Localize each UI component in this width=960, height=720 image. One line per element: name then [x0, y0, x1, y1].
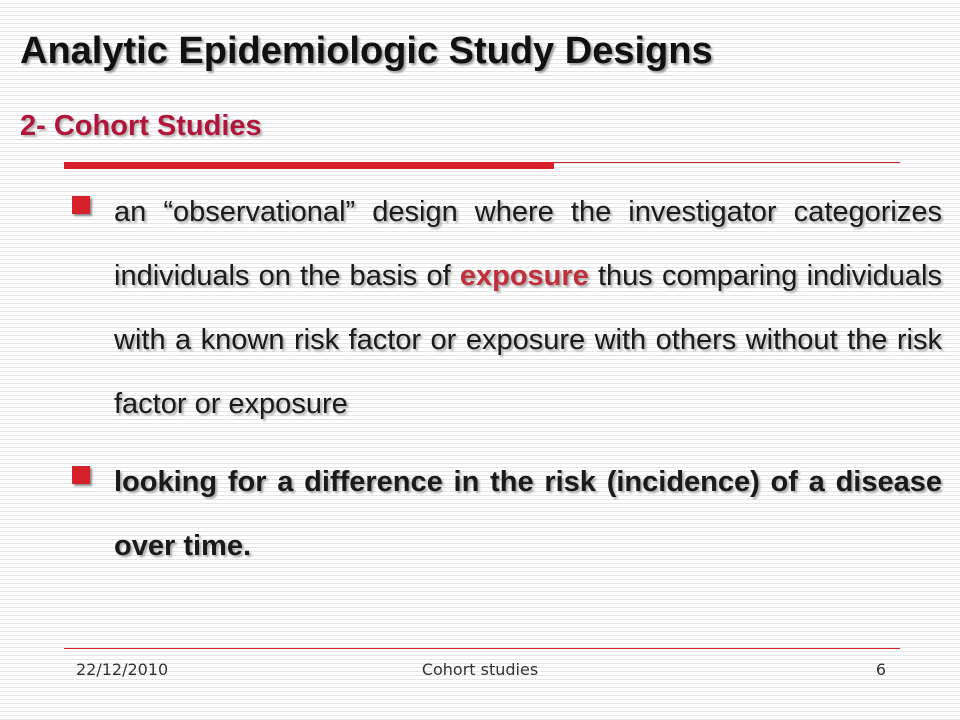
page-number: 6	[875, 660, 886, 679]
bullet-text-2: looking for a difference in the risk (incidence) of a disease over time.	[114, 466, 942, 562]
bullet-list	[70, 180, 942, 592]
bullet-text-1	[114, 180, 942, 436]
footer-title: Cohort studies	[421, 660, 539, 679]
footer-date: 22/12/2010	[76, 660, 169, 679]
exposure-highlight: exposure	[459, 260, 589, 292]
bullet-text-1-end: thus comparing individuals with a known risk factor or exposure with others without the risk factor or exposure	[114, 260, 942, 420]
slide-subtitle: 2- Cohort Studies	[20, 110, 262, 142]
bullet-item-1	[70, 180, 942, 436]
bullet-item-2	[70, 450, 942, 578]
accent-bar	[64, 162, 554, 169]
square-bullet-icon	[72, 466, 90, 484]
square-bullet-icon	[72, 196, 90, 214]
slide-title: Analytic Epidemiologic Study Designs	[20, 30, 713, 72]
bottom-divider-line	[64, 648, 900, 649]
bullet-text-1-start: an “observational” design where the investigator categorizes individuals on the basis of	[114, 196, 942, 292]
